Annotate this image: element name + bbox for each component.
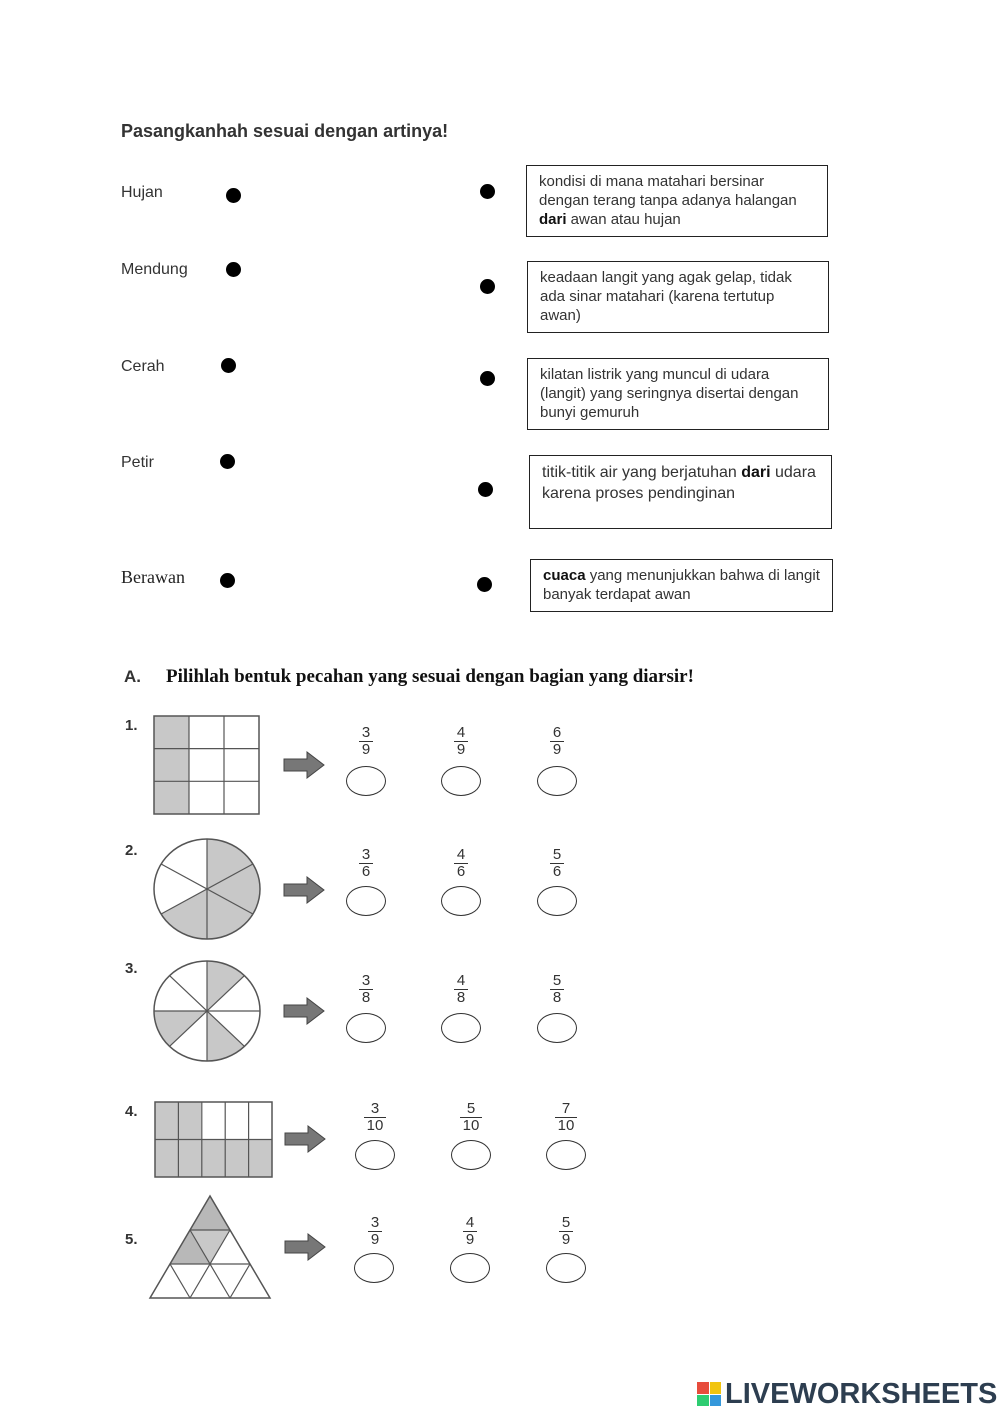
left-match-dot-1[interactable] [226,188,241,203]
arrow-right-icon [283,876,325,904]
definition-1-text: kondisi di mana matahari bersinar dengan terang tanpa adanya halangan [539,173,797,209]
grid-3x3-shape [153,715,261,815]
fraction-q1-opt2: 4 9 [441,725,481,758]
fraction-q2-opt3: 5 6 [537,847,577,880]
fraction-q3-opt2: 4 8 [441,973,481,1006]
fraction-q3-opt1: 3 8 [346,973,386,1006]
definition-box-5 [530,559,833,612]
word-berawan: Berawan [121,567,185,587]
answer-oval-q4-opt1[interactable] [355,1140,395,1170]
fraction-q4-opt3: 7 10 [546,1101,586,1134]
liveworksheets-brand [697,1378,997,1410]
definition-1-text-end: awan atau hujan [566,211,681,228]
answer-oval-q5-opt2[interactable] [450,1253,490,1283]
answer-oval-q1-opt2[interactable] [441,766,481,796]
answer-oval-q5-opt1[interactable] [354,1253,394,1283]
question-5-number: 5. [125,1231,138,1248]
word-cerah: Cerah [121,358,165,375]
fraction-q1-opt3: 6 9 [537,725,577,758]
definition-2-text: keadaan langit yang agak gelap, tidak ada sinar matahari (karena tertutup awan) [540,269,792,324]
liveworksheets-logo-icon [697,1382,721,1406]
fraction-q5-opt2: 4 9 [450,1215,490,1248]
left-match-dot-3[interactable] [221,358,236,373]
section-a-title: Pilihlah bentuk pecahan yang sesuai dengan bagian yang diarsir! [166,666,694,687]
fraction-q1-opt1: 3 9 [346,725,386,758]
arrow-right-icon [284,1125,326,1153]
fraction-q4-opt1: 3 10 [355,1101,395,1134]
left-match-dot-4[interactable] [220,454,235,469]
definition-5-bold: cuaca [543,567,586,584]
definition-4-text: titik-titik air yang berjatuhan [542,464,742,481]
triangle-9-parts-shape [148,1194,272,1300]
right-match-dot-1[interactable] [480,184,495,199]
question-1-number: 1. [125,717,138,734]
fraction-q2-opt1: 3 6 [346,847,386,880]
answer-oval-q4-opt3[interactable] [546,1140,586,1170]
arrow-right-icon [284,1233,326,1261]
fraction-q5-opt3: 5 9 [546,1215,586,1248]
right-match-dot-2[interactable] [480,279,495,294]
right-match-dot-5[interactable] [477,577,492,592]
right-match-dot-3[interactable] [480,371,495,386]
fraction-q2-opt2: 4 6 [441,847,481,880]
definition-box-3 [527,358,829,430]
question-3-number: 3. [125,960,138,977]
right-match-dot-4[interactable] [478,482,493,497]
answer-oval-q2-opt2[interactable] [441,886,481,916]
arrow-right-icon [283,751,325,779]
word-hujan: Hujan [121,184,163,201]
question-4-number: 4. [125,1103,138,1120]
definition-1-bold: dari [539,211,567,228]
answer-oval-q1-opt1[interactable] [346,766,386,796]
definition-4-text-end: udara karena proses pendinginan [542,464,816,502]
answer-oval-q3-opt2[interactable] [441,1013,481,1043]
definition-5-text: yang menunjukkan bahwa di langit banyak terdapat awan [543,567,820,603]
definition-box-4 [529,455,832,529]
answer-oval-q2-opt1[interactable] [346,886,386,916]
fraction-q3-opt3: 5 8 [537,973,577,1006]
grid-5x2-shape [154,1101,274,1178]
circle-6-parts-shape [153,838,261,940]
definition-3-text: kilatan listrik yang muncul di udara (langit) yang seringnya disertai dengan bunyi gemuruh [540,366,799,421]
fraction-q4-opt2: 5 10 [451,1101,491,1134]
circle-8-parts-shape [153,960,261,1062]
left-match-dot-2[interactable] [226,262,241,277]
left-match-dot-5[interactable] [220,573,235,588]
matching-title: Pasangkanhah sesuai dengan artinya! [121,121,449,141]
definition-box-1 [526,165,828,237]
answer-oval-q5-opt3[interactable] [546,1253,586,1283]
answer-oval-q3-opt1[interactable] [346,1013,386,1043]
brand-name: LIVEWORKSHEETS [725,1377,998,1410]
word-petir: Petir [121,454,154,471]
section-a-label: A. [124,667,141,686]
answer-oval-q2-opt3[interactable] [537,886,577,916]
definition-4-bold: dari [741,464,771,481]
answer-oval-q1-opt3[interactable] [537,766,577,796]
answer-oval-q4-opt2[interactable] [451,1140,491,1170]
fraction-q5-opt1: 3 9 [355,1215,395,1248]
question-2-number: 2. [125,842,138,859]
answer-oval-q3-opt3[interactable] [537,1013,577,1043]
arrow-right-icon [283,997,325,1025]
word-mendung: Mendung [121,261,188,278]
definition-box-2 [527,261,829,333]
